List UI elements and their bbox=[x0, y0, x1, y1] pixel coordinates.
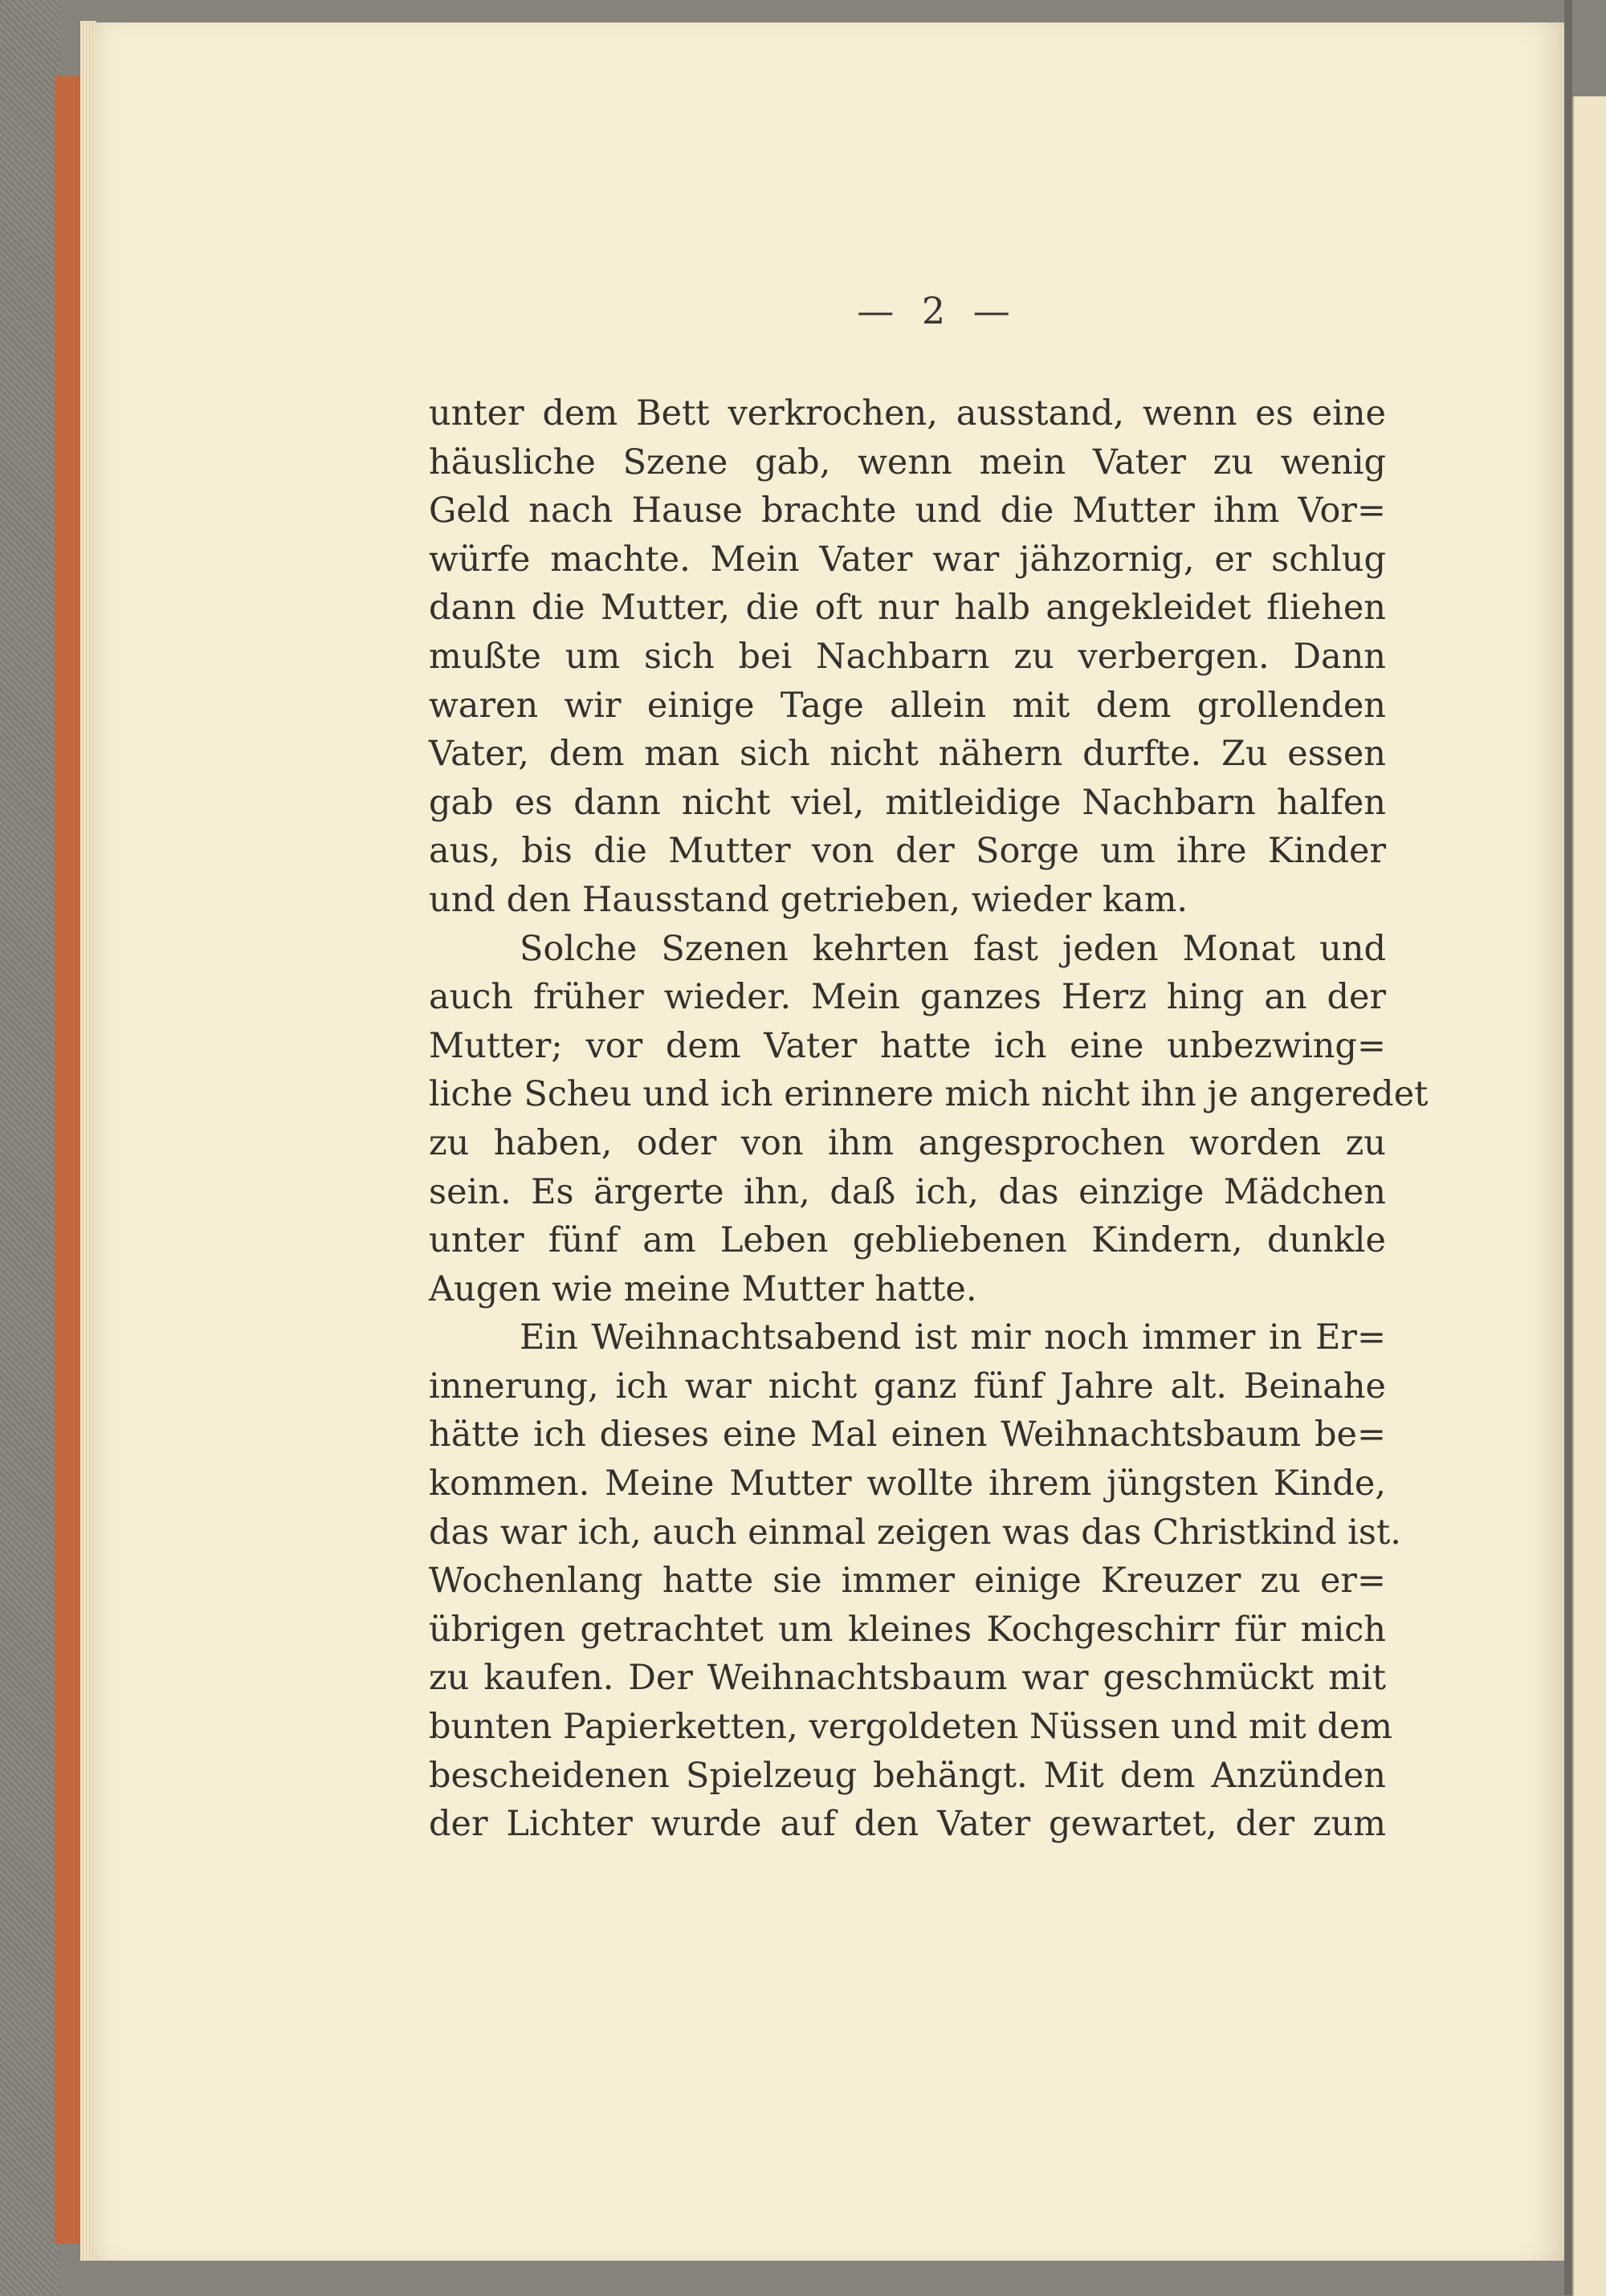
text-line: unter fünf am Leben gebliebenen Kindern, dunkle bbox=[429, 1220, 1386, 1261]
text-line: dann die Mutter, die oft nur halb angekleidet fliehen bbox=[429, 588, 1386, 629]
facing-page-edge bbox=[1572, 96, 1606, 2296]
text-line: bunten Papierketten, vergoldeten Nüssen und mit dem bbox=[429, 1707, 1393, 1748]
text-line: der Lichter wurde auf den Vater gewartet, der zum bbox=[429, 1804, 1386, 1845]
text-line: liche Scheu und ich erinnere mich nicht ihn je angeredet bbox=[429, 1074, 1429, 1115]
text-line: Vater, dem man sich nicht nähern durfte. Zu essen bbox=[429, 734, 1386, 775]
text-line: kommen. Meine Mutter wollte ihrem jüngsten Kinde, bbox=[429, 1463, 1386, 1504]
text-line: auch früher wieder. Mein ganzes Herz hing an der bbox=[429, 977, 1386, 1018]
book-gutter bbox=[1564, 0, 1572, 2295]
text-line: Augen wie meine Mutter hatte. bbox=[429, 1268, 977, 1309]
text-line: Ein Weihnachtsabend ist mir noch immer in Er= bbox=[520, 1317, 1386, 1358]
text-line: mußte um sich bei Nachbarn zu verbergen. Dann bbox=[429, 636, 1386, 677]
text-line: Geld nach Hause brachte und die Mutter ihm Vor= bbox=[429, 491, 1386, 531]
text-line: gab es dann nicht viel, mitleidige Nachbarn halfen bbox=[429, 782, 1386, 823]
text-line: innerung, ich war nicht ganz fünf Jahre alt. Beinahe bbox=[429, 1366, 1386, 1407]
book-cover-cloth bbox=[0, 0, 60, 2295]
text-line: das war ich, auch einmal zeigen was das Christkind ist. bbox=[429, 1512, 1401, 1553]
text-line: aus, bis die Mutter von der Sorge um ihre Kinder bbox=[429, 831, 1386, 872]
text-line: zu kaufen. Der Weihnachtsbaum war geschmückt mit bbox=[429, 1658, 1386, 1699]
text-line: sein. Es ärgerte ihn, daß ich, das einzige Mädchen bbox=[429, 1171, 1386, 1212]
book-edge bbox=[55, 76, 84, 2244]
text-line: übrigen getrachtet um kleines Kochgeschirr für mich bbox=[429, 1609, 1386, 1650]
text-line: unter dem Bett verkrochen, ausstand, wenn es eine bbox=[429, 393, 1386, 434]
text-line: waren wir einige Tage allein mit dem grollenden bbox=[429, 685, 1386, 726]
text-line: und den Hausstand getrieben, wieder kam. bbox=[429, 879, 1188, 920]
text-line: Solche Szenen kehrten fast jeden Monat und bbox=[520, 928, 1386, 969]
page-stack-edge bbox=[80, 21, 96, 2261]
text-line: Wochenlang hatte sie immer einige Kreuzer zu er= bbox=[429, 1561, 1386, 1602]
body-text bbox=[429, 389, 1429, 1849]
text-line: bescheidenen Spielzeug behängt. Mit dem Anzünden bbox=[429, 1755, 1386, 1796]
text-line: häusliche Szene gab, wenn mein Vater zu wenig bbox=[429, 442, 1386, 482]
text-line: hätte ich dieses eine Mal einen Weihnachtsbaum be= bbox=[429, 1415, 1386, 1455]
page-number: — 2 — bbox=[857, 289, 1018, 332]
text-line: würfe machte. Mein Vater war jähzornig, er schlug bbox=[429, 539, 1386, 580]
text-line: zu haben, oder von ihm angesprochen worden zu bbox=[429, 1122, 1386, 1163]
text-line: Mutter; vor dem Vater hatte ich eine unbezwing= bbox=[429, 1025, 1386, 1066]
